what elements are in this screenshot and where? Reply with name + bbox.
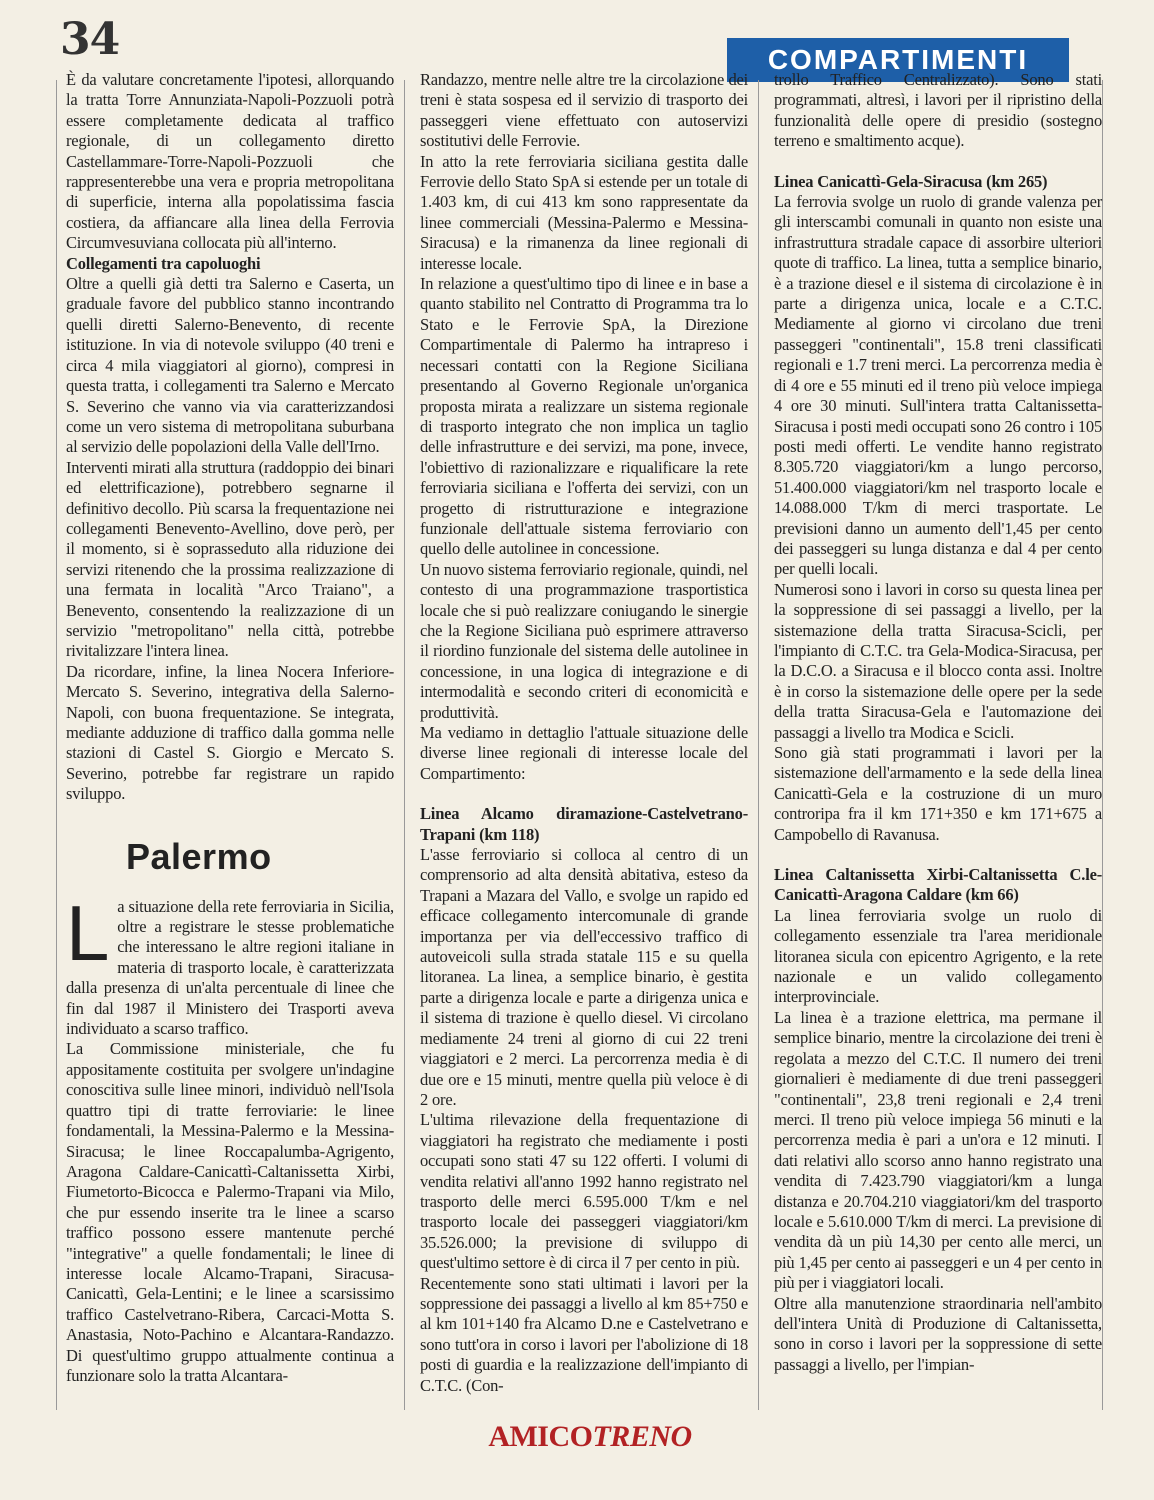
section-title-palermo: Palermo [126, 835, 272, 877]
paragraph: È da valutare concretamente l'ipotesi, allorquando la tratta Torre Annunziata-Napoli-Pozzuoli potrà essere completamente dedicata al traffico regionale, di un collegamento diretto Castellammare-Torre-Napoli-Pozzuoli che rappresenterebbe una vera e propria metropolitana di superficie, interna alla popolatissima fascia costiera, da affiancare alla linea della Ferrovia Circumvesuviana collocata più all'interno. [66, 70, 394, 253]
spacer [420, 784, 748, 804]
drop-cap: L [66, 888, 110, 977]
paragraph: La ferrovia svolge un ruolo di grande valenza per gli interscambi comunali in quanto non esiste una infrastruttura stradale capace di assorbire ulteriori quote di traffico. La linea, tutta a semplice binario, è a trazione diesel e il sistema di circolazione è in parte a dirigenza unica, locale e a C.T.C. Mediamente al giorno vi circolano due treni passeggeri "continentali", 15.8 treni classificati regionali e 1.7 treni merci. La percorrenza media è di 4 ore e 55 minuti ed il treno più veloce impiega 4 ore 30 minuti. Sull'intera tratta Caltanissetta-Siracusa i posti medi occupati sono 26 contro i 105 posti medi offerti. Le vendite hanno registrato 8.305.720 viaggiatori/km a lungo percorso, 51.400.000 viaggiatori/km nel trasporto locale e 14.088.000 T/km di merci trasportate. Le previsioni danno un aumento dell'1,45 per cento dei passeggeri su lunga distanza e dal 4 per cento per quelli locali. [774, 192, 1102, 579]
paragraph: Randazzo, mentre nelle altre tre la circolazione dei treni è stata sospesa ed il servizio di trasporto dei passeggeri viene effettuato con autoservizi sostitutivi delle Ferrovie. [420, 70, 748, 151]
paragraph: In atto la rete ferroviaria siciliana gestita dalle Ferrovie dello Stato SpA si estende per un totale di 1.403 km, di cui 413 km sono rappresentate da linee commerciali (Messina-Palermo e Messina-Siracusa) e la rimanenza da linee regionali di interesse locale. [420, 151, 748, 273]
page-number: 34 [60, 14, 120, 65]
subheading: Collegamenti tra capoluoghi [66, 253, 261, 273]
paragraph: La linea è a trazione elettrica, ma permane il semplice binario, mentre la circolazione dei treni è regolata a mezzo del C.T.C. Il numero dei treni giornalieri è mediamente di due treni passeggeri "continentali", 23,8 treni regionali e 2,4 treni merci. Il treno più veloce impiega 56 minuti e la percorrenza media è pari a un'ora e 12 minuti. I dati relativi allo scorso anno hanno registrato una vendita di 7.423.790 viaggiatori/km a lunga distanza e 20.704.210 viaggiatori/km del trasporto locale e 5.610.000 T/km di merci. La previsione di vendita dà un più 14,30 per cento alle merci, un più 1,45 per cento ai passeggeri e un 4 per cento in più per i viaggiatori locali. [774, 1007, 1102, 1293]
subheading: Linea Canicattì-Gela-Siracusa (km 265) [774, 171, 1048, 191]
article-column-1 [66, 70, 394, 1386]
paragraph: La Commissione ministeriale, che fu appositamente costituita per svolgere un'indagine conoscitiva sulle linee minori, individuò nell'Isola quattro tipi di tratte ferroviarie: le linee fondamentali, la Messina-Palermo e la Messina-Siracusa; le linee Roccapalumba-Agrigento, Aragona Caldare-Canicattì-Caltanissetta Xirbi, Fiumetorto-Bicocca e Palermo-Trapani via Milo, che pur essendo inserite tra le linee a scarso traffico possono essere mantenute perché "integrative" a quelle fondamentali; le linee di interesse locale Alcamo-Trapani, Siracusa-Canicattì, Gela-Lentini; e le linee a scarsissimo traffico Castelvetrano-Ribera, Carcaci-Motta S. Anastasia, Noto-Pachino e Alcantara-Randazzo. Di quest'ultimo gruppo attualmente continua a funzionare solo la tratta Alcantara- [66, 1039, 394, 1385]
column-divider [1102, 80, 1103, 1410]
paragraph: Interventi mirati alla struttura (raddoppio dei binari ed elettrificazione), potrebbero segnarne il definitivo decollo. Più scarsa la frequentazione nei collegamenti Benevento-Avellino, dove però, per il momento, si è soprasseduto alla riduzione dei servizi ritenendo che la prossima realizzazione di una fermata in località "Arco Traiano", a Benevento, consentendo la realizzazione di un servizio "metropolitano" nella città, potrebbe rivitalizzare l'intera linea. [66, 457, 394, 661]
paragraph-lead [66, 888, 394, 1040]
article-column-3 [774, 70, 1102, 1375]
magazine-logo [480, 1420, 700, 1454]
paragraph: Oltre a quelli già detti tra Salerno e Caserta, un graduale favore del pubblico stanno incontrando quelli diretti Salerno-Benevento, di recente istituzione. In via di notevole sviluppo (40 treni e circa 4 mila viaggiatori al giorno), compresi in questa tratta, i collegamenti tra Salerno e Mercato S. Severino che vanno via via caratterizzandosi come un vero sistema di metropolitana suburbana al servizio delle popolazioni della Valle dell'Irno. [66, 274, 394, 457]
lead-text: a situazione della rete ferroviaria in Sicilia, oltre a registrare le stesse problematiche che interessano le altre regioni italiane in materia di trasporto locale, è caratterizzata dalla presenza di un'alta percentuale di linee che fin dal 1987 il Ministero dei Trasporti aveva individuato a scarso traffico. [66, 896, 394, 1039]
article-column-2 [420, 70, 748, 1396]
paragraph: Un nuovo sistema ferroviario regionale, quindi, nel contesto di una programmazione trasportistica locale che si può realizzare coniugando le sinergie che la Regione Siciliana può esprimere attraverso il riordino funzionale del sistema delle autolinee in concessione, in una logica di integrazione e di intermodalità e secondo criteri di economicità e produttività. [420, 559, 748, 722]
paragraph: Ma vediamo in dettaglio l'attuale situazione delle diverse linee regionali di interesse locale del Compartimento: [420, 723, 748, 783]
spacer [774, 845, 1102, 865]
paragraph: Da ricordare, infine, la linea Nocera Inferiore-Mercato S. Severino, integrativa della Salerno-Napoli, con buona frequentazione. Se integrata, mediante adduzione di traffico dalla gomma nelle stazioni di Castel S. Giorgio e Mercato S. Severino, potrebbe far registrare un rapido sviluppo. [66, 661, 394, 804]
paragraph: Oltre alla manutenzione straordinaria nell'ambito dell'intera Unità di Produzione di Caltanissetta, sono in corso i lavori per la soppressione di sette passaggi a livello, per l'impian- [774, 1293, 1102, 1374]
paragraph: In relazione a quest'ultimo tipo di linee e in base a quanto stabilito nel Contratto di Programma tra lo Stato e le Ferrovie SpA, la Direzione Compartimentale di Palermo ha intrapreso i necessari contatti con la Regione Siciliana presentando al Governo Regionale un'organica proposta mirata a realizzare un sistema regionale di trasporto integrato che non implica un taglio delle infrastrutture e dei servizi, ma pone, invece, l'obiettivo di razionalizzare e riqualificare la rete ferroviaria siciliana e l'offerta dei servizi, con un progetto di ristrutturazione e integrazione funzionale dell'attuale sistema ferroviario con quello delle autolinee in concessione. [420, 274, 748, 559]
subheading: Linea Caltanissetta Xirbi-Caltanissetta C.le-Canicattì-Aragona Caldare (km 66) [774, 865, 1102, 905]
paragraph: L'ultima rilevazione della frequentazione di viaggiatori ha registrato che mediamente i posti occupati sono stati 47 su 122 offerti. I volumi di vendita relativi all'anno 1992 hanno registrato nel trasporto delle merci 6.595.000 T/km e nel trasporto locale dei passeggeri viaggiatori/km 35.526.000; la previsione di sviluppo di quest'ultimo settore è di circa il 7 per cento in più. [420, 1110, 748, 1273]
paragraph: L'asse ferroviario si colloca al centro di un comprensorio ad alta densità abitativa, esteso da Trapani a Mazara del Vallo, e svolge un rapido ed efficace collegamento intercomunale di grande importanza per via dell'eccessivo traffico di autoveicoli sulla strada statale 115 e su quella litoranea. La linea, a semplice binario, è gestita parte a dirigenza locale e parte a dirigenza unica e il sistema di trazione è quello diesel. Vi circolano mediamente 24 treni al giorno di cui 22 treni viaggiatori e 2 merci. La percorrenza media è di due ore e 15 minuti, mentre quella più veloce è di 2 ore. [420, 845, 748, 1109]
column-divider [56, 80, 57, 1410]
spacer [774, 152, 1102, 172]
paragraph: La linea ferroviaria svolge un ruolo di collegamento essenziale tra l'area meridionale litoranea sicula con epicentro Agrigento, e la rete nazionale e un valido collegamento interprovinciale. [774, 905, 1102, 1007]
paragraph: trollo Traffico Centralizzato). Sono stati programmati, altresì, i lavori per il ripristino della funzionalità delle opere di presidio (sostegno terreno e smaltimento acque). [774, 70, 1102, 151]
paragraph: Recentemente sono stati ultimati i lavori per la soppressione dei passaggi a livello al km 85+750 e al km 101+140 fra Alcamo D.ne e Castelvetrano e sono tutt'ora in corso i lavori per l'abolizione di 18 posti di guardia e la realizzazione dell'impianto di C.T.C. (Con- [420, 1273, 748, 1395]
logo-part-1: AMICO [488, 1420, 593, 1453]
paragraph: Numerosi sono i lavori in corso su questa linea per la soppressione di sei passaggi a livello, per la sistemazione della tratta Siracusa-Scicli, per l'impianto di C.T.C. tra Gela-Modica-Siracusa, per la D.C.O. a Siracusa e il blocco conta assi. Inoltre è in corso la sistemazione delle opere per la sede della tratta Siracusa-Gela e l'automazione dei passaggi a livello tra Modica e Scicli. [774, 579, 1102, 742]
section-banner: COMPARTIMENTI [727, 38, 1069, 82]
column-divider [404, 80, 405, 1410]
logo-part-2: TRENO [592, 1420, 692, 1453]
subheading: Linea Alcamo diramazione-Castelvetrano-Trapani (km 118) [420, 804, 748, 844]
column-divider [758, 80, 759, 1410]
paragraph: Sono già stati programmati i lavori per la sistemazione dell'armamento e la sede della linea Canicattì-Gela e la costruzione di un muro controripa fra il km 171+350 e km 171+675 a Campobello di Ravanusa. [774, 743, 1102, 844]
